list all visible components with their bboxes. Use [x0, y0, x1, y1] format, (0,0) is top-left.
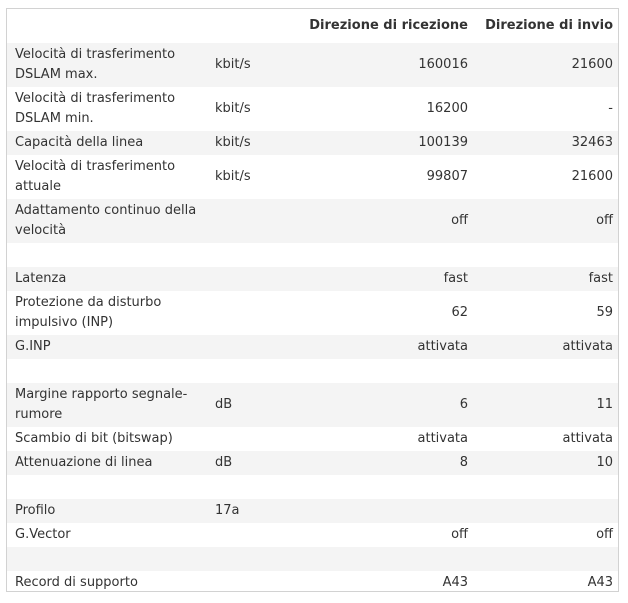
- table-header: [7, 9, 619, 43]
- row-upstream-value: 32463: [571, 135, 613, 150]
- spacer-row: [7, 475, 619, 499]
- spacer-row: [7, 359, 619, 383]
- row-unit: kbit/s: [215, 101, 251, 116]
- row-downstream-value: 16200: [426, 101, 468, 116]
- row-downstream-value: A43: [442, 575, 468, 590]
- row-unit: kbit/s: [215, 169, 251, 184]
- header-downstream: Direzione di ricezione: [309, 18, 468, 33]
- row-upstream-value: attivata: [562, 431, 613, 446]
- row-downstream-value: 100139: [418, 135, 468, 150]
- row-downstream-value: off: [451, 213, 468, 228]
- row-label: Margine rapporto segnale-rumore: [15, 387, 188, 422]
- row-downstream-value: [279, 359, 474, 383]
- spacer-row: [7, 547, 619, 571]
- row-upstream-value: [474, 475, 619, 499]
- row-downstream-value: 62: [451, 305, 468, 320]
- row-unit: [207, 475, 279, 499]
- row-unit: dB: [215, 397, 233, 412]
- row-label: Attenuazione di linea: [15, 455, 153, 470]
- row-unit: 17a: [215, 503, 240, 518]
- row-unit: [207, 523, 279, 547]
- row-downstream-value: 160016: [418, 57, 468, 72]
- row-downstream-value: [279, 499, 474, 523]
- row-upstream-value: off: [596, 527, 613, 542]
- row-downstream-value: 8: [459, 455, 468, 470]
- row-label: Record di supporto: [15, 575, 138, 590]
- dsl-information-panel: [6, 8, 619, 592]
- row-label: Velocità di trasferimento DSLAM min.: [15, 91, 176, 126]
- dsl-line-table: [7, 9, 619, 592]
- row-upstream-value: [474, 499, 619, 523]
- row-upstream-value: [474, 243, 619, 267]
- row-unit: [207, 199, 279, 243]
- row-label: G.Vector: [15, 527, 71, 542]
- table-row: [7, 571, 619, 592]
- row-label: [7, 475, 207, 499]
- row-upstream-value: 21600: [571, 57, 613, 72]
- row-downstream-value: 6: [459, 397, 468, 412]
- table-body: [7, 43, 619, 592]
- row-label: Profilo: [15, 503, 56, 518]
- row-downstream-value: attivata: [417, 339, 468, 354]
- row-label: Adattamento continuo della velocità: [15, 203, 197, 238]
- row-unit: kbit/s: [215, 57, 251, 72]
- row-unit: [207, 267, 279, 291]
- row-upstream-value: fast: [588, 271, 613, 286]
- table-row: [7, 155, 619, 199]
- row-unit: [207, 427, 279, 451]
- row-upstream-value: 11: [596, 397, 613, 412]
- row-upstream-value: [474, 547, 619, 571]
- row-label: Scambio di bit (bitswap): [15, 431, 173, 446]
- row-label: Protezione da disturbo impulsivo (INP): [15, 295, 162, 330]
- spacer-row: [7, 243, 619, 267]
- row-upstream-value: 21600: [571, 169, 613, 184]
- table-row: [7, 267, 619, 291]
- table-row: [7, 499, 619, 523]
- row-unit: [207, 243, 279, 267]
- row-unit: [207, 571, 279, 592]
- header-label: [7, 9, 207, 43]
- row-unit: [207, 335, 279, 359]
- table-row: [7, 87, 619, 131]
- row-downstream-value: off: [451, 527, 468, 542]
- row-label: G.INP: [15, 339, 51, 354]
- row-downstream-value: [279, 475, 474, 499]
- table-row: [7, 43, 619, 87]
- table-row: [7, 131, 619, 155]
- table-row: [7, 427, 619, 451]
- row-unit: [207, 359, 279, 383]
- row-downstream-value: [279, 547, 474, 571]
- row-label: [7, 547, 207, 571]
- header-unit: [207, 9, 279, 43]
- row-upstream-value: A43: [587, 575, 613, 590]
- row-unit: [207, 291, 279, 335]
- row-label: Velocità di trasferimento attuale: [15, 159, 176, 194]
- table-row: [7, 383, 619, 427]
- table-row: [7, 199, 619, 243]
- row-upstream-value: attivata: [562, 339, 613, 354]
- table-row: [7, 451, 619, 475]
- row-downstream-value: fast: [443, 271, 468, 286]
- row-upstream-value: off: [596, 213, 613, 228]
- row-label: [7, 243, 207, 267]
- row-upstream-value: [474, 359, 619, 383]
- row-unit: [207, 547, 279, 571]
- row-label: [7, 359, 207, 383]
- row-upstream-value: 59: [596, 305, 613, 320]
- row-downstream-value: 99807: [426, 169, 468, 184]
- row-unit: kbit/s: [215, 135, 251, 150]
- header-upstream: Direzione di invio: [485, 18, 613, 33]
- row-label: Capacità della linea: [15, 135, 144, 150]
- row-upstream-value: 10: [596, 455, 613, 470]
- row-label: Latenza: [15, 271, 67, 286]
- table-row: [7, 523, 619, 547]
- row-upstream-value: -: [608, 101, 613, 116]
- row-downstream-value: [279, 243, 474, 267]
- row-unit: dB: [215, 455, 233, 470]
- row-downstream-value: attivata: [417, 431, 468, 446]
- table-row: [7, 291, 619, 335]
- table-row: [7, 335, 619, 359]
- row-label: Velocità di trasferimento DSLAM max.: [15, 47, 176, 82]
